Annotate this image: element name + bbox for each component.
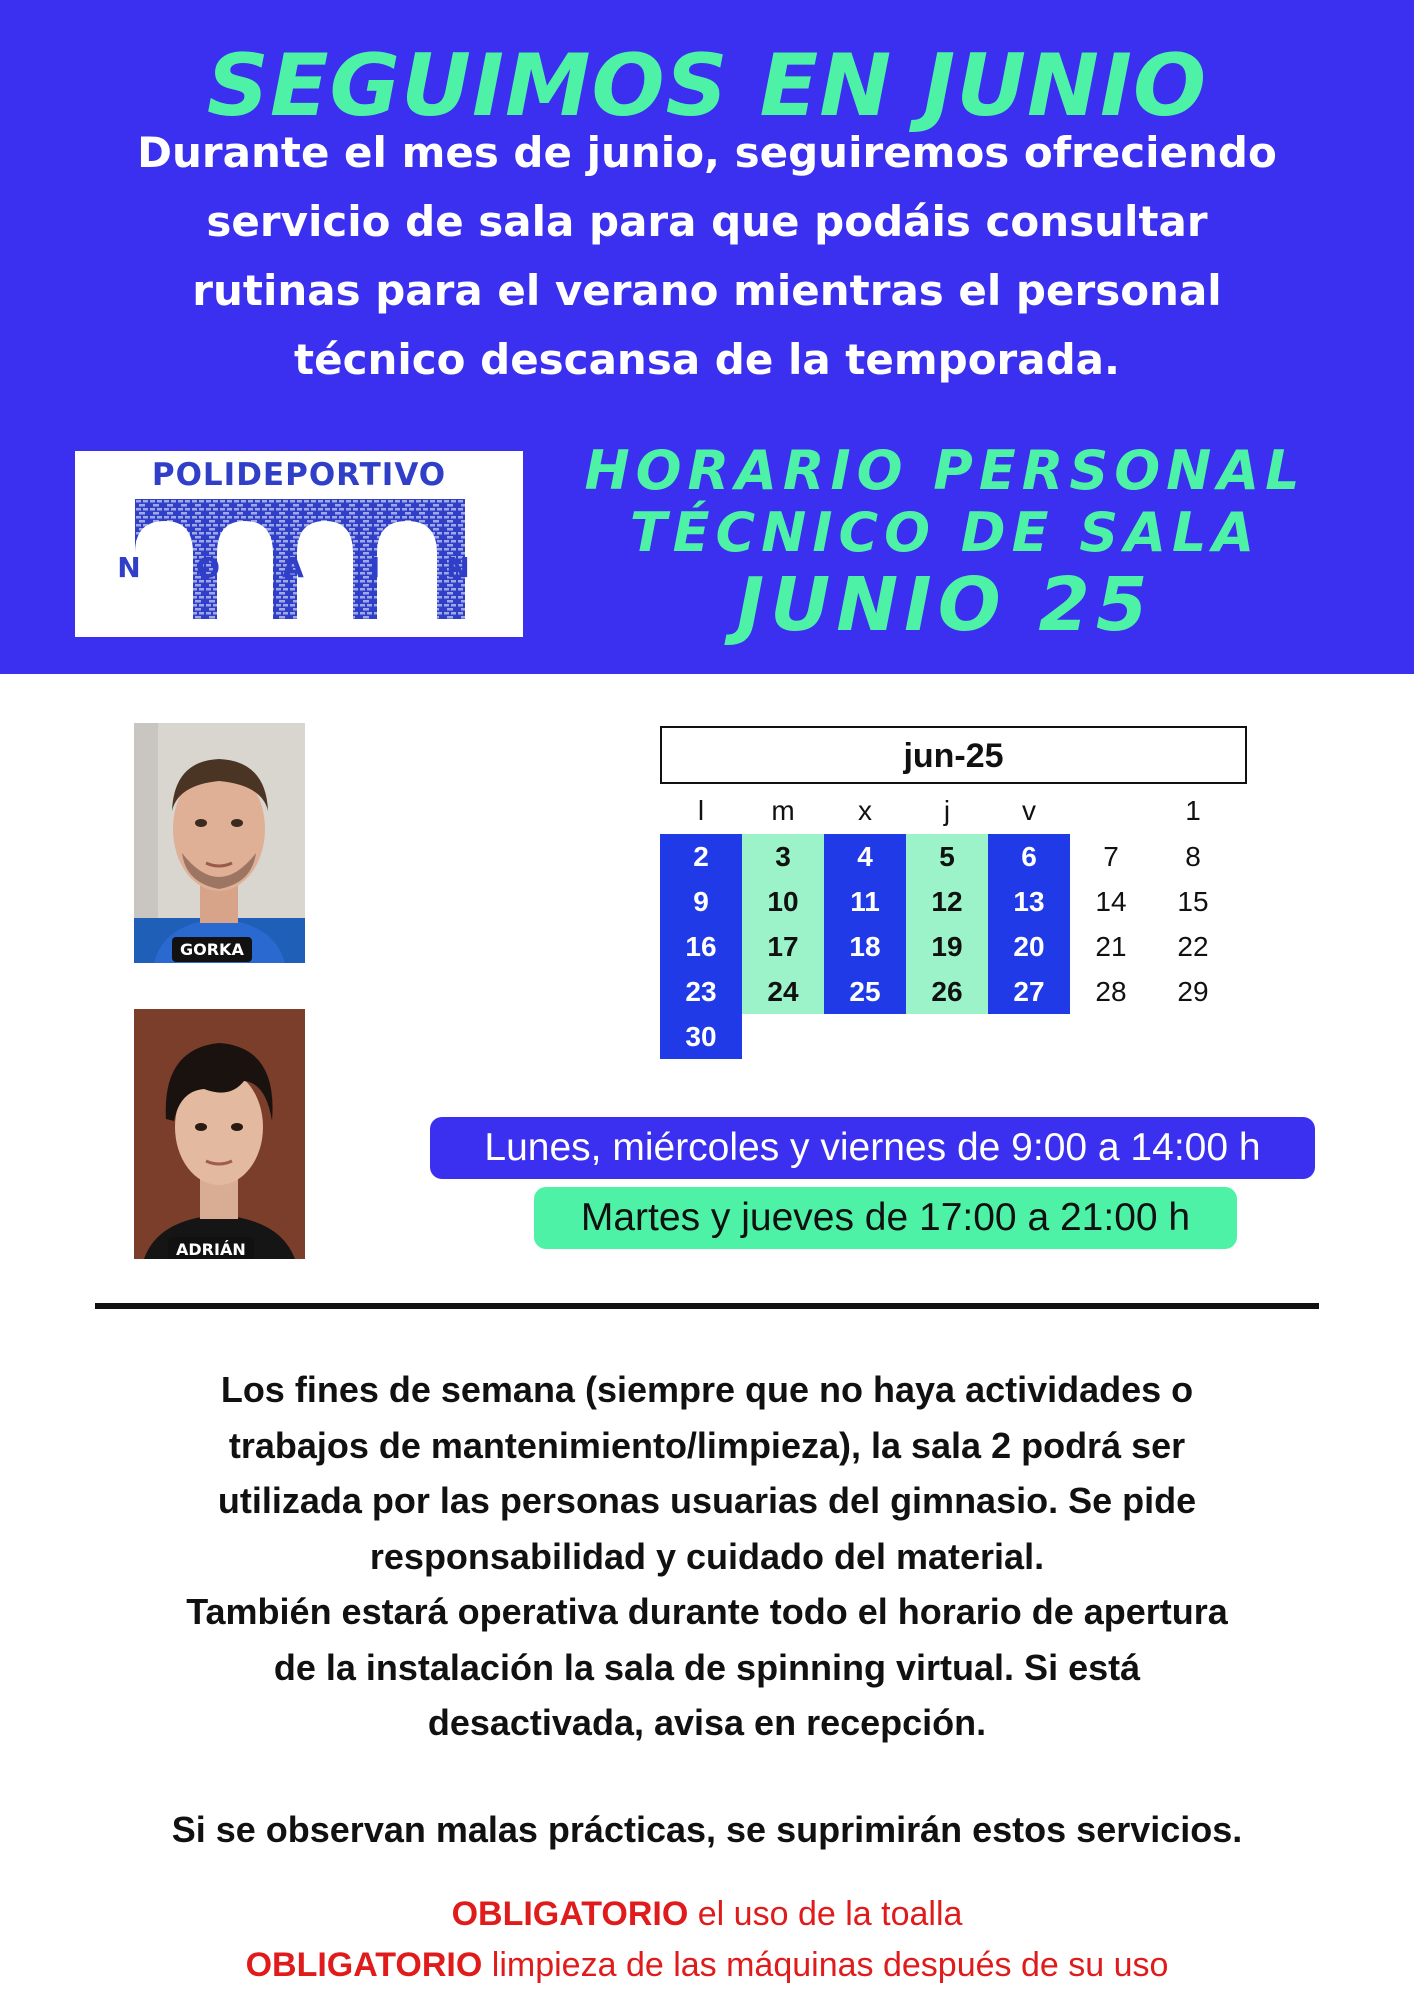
logo-letter: N: [117, 551, 141, 584]
calendar-weekday: l: [697, 795, 705, 826]
intro-line: rutinas para el verano mientras el personal: [192, 266, 1222, 315]
calendar-day: [660, 788, 742, 833]
schedule-title-line: TÉCNICO DE SALA: [629, 501, 1261, 564]
calendar-day: 8: [1185, 841, 1201, 872]
calendar-day: 14: [1095, 886, 1127, 917]
calendar-day: 19: [906, 924, 988, 969]
calendar-day: 7: [1103, 841, 1119, 872]
calendar-weekday: x: [858, 795, 872, 826]
info-line: trabajos de mantenimiento/limpieza), la sala 2 podrá ser: [228, 1424, 1186, 1466]
calendar-weekday: m: [771, 795, 795, 826]
calendar-day: 28: [1095, 976, 1127, 1007]
info-line: de la instalación la sala de spinning virtual. Si está: [273, 1646, 1141, 1688]
calendar-day: 1: [1185, 795, 1201, 826]
calendar-day: 25: [824, 969, 906, 1014]
hours-mon-wed-fri: Lunes, miércoles y viernes de 9:00 a 14:00 h: [430, 1117, 1315, 1179]
weekend-info: [90, 1362, 1324, 1751]
schedule-title: [560, 440, 1330, 646]
intro-line: servicio de sala para que podáis consultar: [206, 197, 1208, 246]
calendar-day: [742, 1014, 824, 1059]
calendar-day: [906, 1014, 988, 1059]
person-portrait-icon: [134, 1009, 305, 1259]
calendar-day: [824, 788, 906, 833]
rule-keyword: OBLIGATORIO: [245, 1946, 483, 1984]
calendar-day: [1152, 1014, 1234, 1059]
calendar-day: [742, 788, 824, 833]
calendar-day: 27: [988, 969, 1070, 1014]
info-line: Los fines de semana (siempre que no haya actividades o: [220, 1369, 1194, 1410]
schedule-title-month: JUNIO 25: [736, 562, 1154, 648]
logo-letter: A: [282, 551, 304, 584]
schedule-title-line: HORARIO PERSONAL: [584, 439, 1306, 502]
calendar-day: 13: [988, 879, 1070, 924]
calendar-day: [906, 788, 988, 833]
logo-letter: I: [369, 551, 381, 584]
calendar-day: [1070, 788, 1152, 833]
calendar-day: 5: [906, 834, 988, 879]
calendar-day: [1070, 1014, 1152, 1059]
logo-letter: N: [446, 551, 470, 584]
logo-title: POLIDEPORTIVO: [151, 457, 447, 493]
calendar-day: 16: [660, 924, 742, 969]
calendar-day: 2: [660, 834, 742, 879]
calendar-weekday: v: [1022, 795, 1036, 826]
calendar-day: 18: [824, 924, 906, 969]
rule-text: el uso de la toalla: [688, 1895, 963, 1933]
calendar-day: 22: [1177, 931, 1209, 962]
calendar-day: 24: [742, 969, 824, 1014]
calendar-day: 20: [988, 924, 1070, 969]
calendar-day: [988, 788, 1070, 833]
calendar-day: 29: [1177, 976, 1209, 1007]
staff-name-tag: ADRIÁN: [168, 1237, 254, 1259]
calendar-weekday: j: [943, 795, 951, 826]
calendar-day: 23: [660, 969, 742, 1014]
rule-text: limpieza de las máquinas después de su uso: [491, 1946, 1169, 1984]
logo-letter: O: [196, 551, 220, 584]
calendar-day: 9: [660, 879, 742, 924]
main-title: SEGUIMOS EN JUNIO: [206, 36, 1208, 136]
calendar-title: jun-25: [660, 726, 1247, 784]
calendar-day: 3: [742, 834, 824, 879]
intro-text: [50, 118, 1364, 394]
info-line: utilizada por las personas usuarias del gimnasio. Se pide: [217, 1480, 1197, 1521]
staff-photo-gorka: [134, 723, 305, 963]
header-banner: [0, 0, 1414, 674]
intro-line: técnico descansa de la temporada.: [294, 335, 1120, 384]
rule-towel: [0, 1895, 1414, 1934]
staff-photo-adrian: [134, 1009, 305, 1259]
rule-keyword: OBLIGATORIO: [451, 1895, 689, 1933]
warning-text: Si se observan malas prácticas, se suprimirán estos servicios.: [171, 1809, 1243, 1850]
calendar-day: 4: [824, 834, 906, 879]
calendar-day: 12: [906, 879, 988, 924]
intro-line: Durante el mes de junio, seguiremos ofreciendo: [137, 128, 1277, 177]
calendar-day: 11: [824, 879, 906, 924]
calendar-day: 21: [1095, 931, 1127, 962]
calendar-day: 10: [742, 879, 824, 924]
hours-tue-thu: Martes y jueves de 17:00 a 21:00 h: [534, 1187, 1237, 1249]
polideportivo-logo: [75, 451, 523, 637]
calendar-day: 26: [906, 969, 988, 1014]
person-portrait-icon: [134, 723, 305, 963]
info-line: desactivada, avisa en recepción.: [427, 1702, 987, 1743]
rule-cleaning: [0, 1946, 1414, 1985]
calendar-day: 30: [660, 1014, 742, 1059]
calendar-day: [824, 1014, 906, 1059]
calendar-day: [988, 1014, 1070, 1059]
calendar-day: 15: [1177, 886, 1209, 917]
calendar-day: 6: [988, 834, 1070, 879]
calendar-day: 17: [742, 924, 824, 969]
staff-name-tag: GORKA: [172, 937, 252, 962]
june-calendar: [658, 726, 1252, 1062]
section-divider: [95, 1303, 1319, 1309]
info-line: También estará operativa durante todo el horario de apertura: [186, 1591, 1228, 1632]
info-line: responsabilidad y cuidado del material.: [369, 1535, 1045, 1577]
